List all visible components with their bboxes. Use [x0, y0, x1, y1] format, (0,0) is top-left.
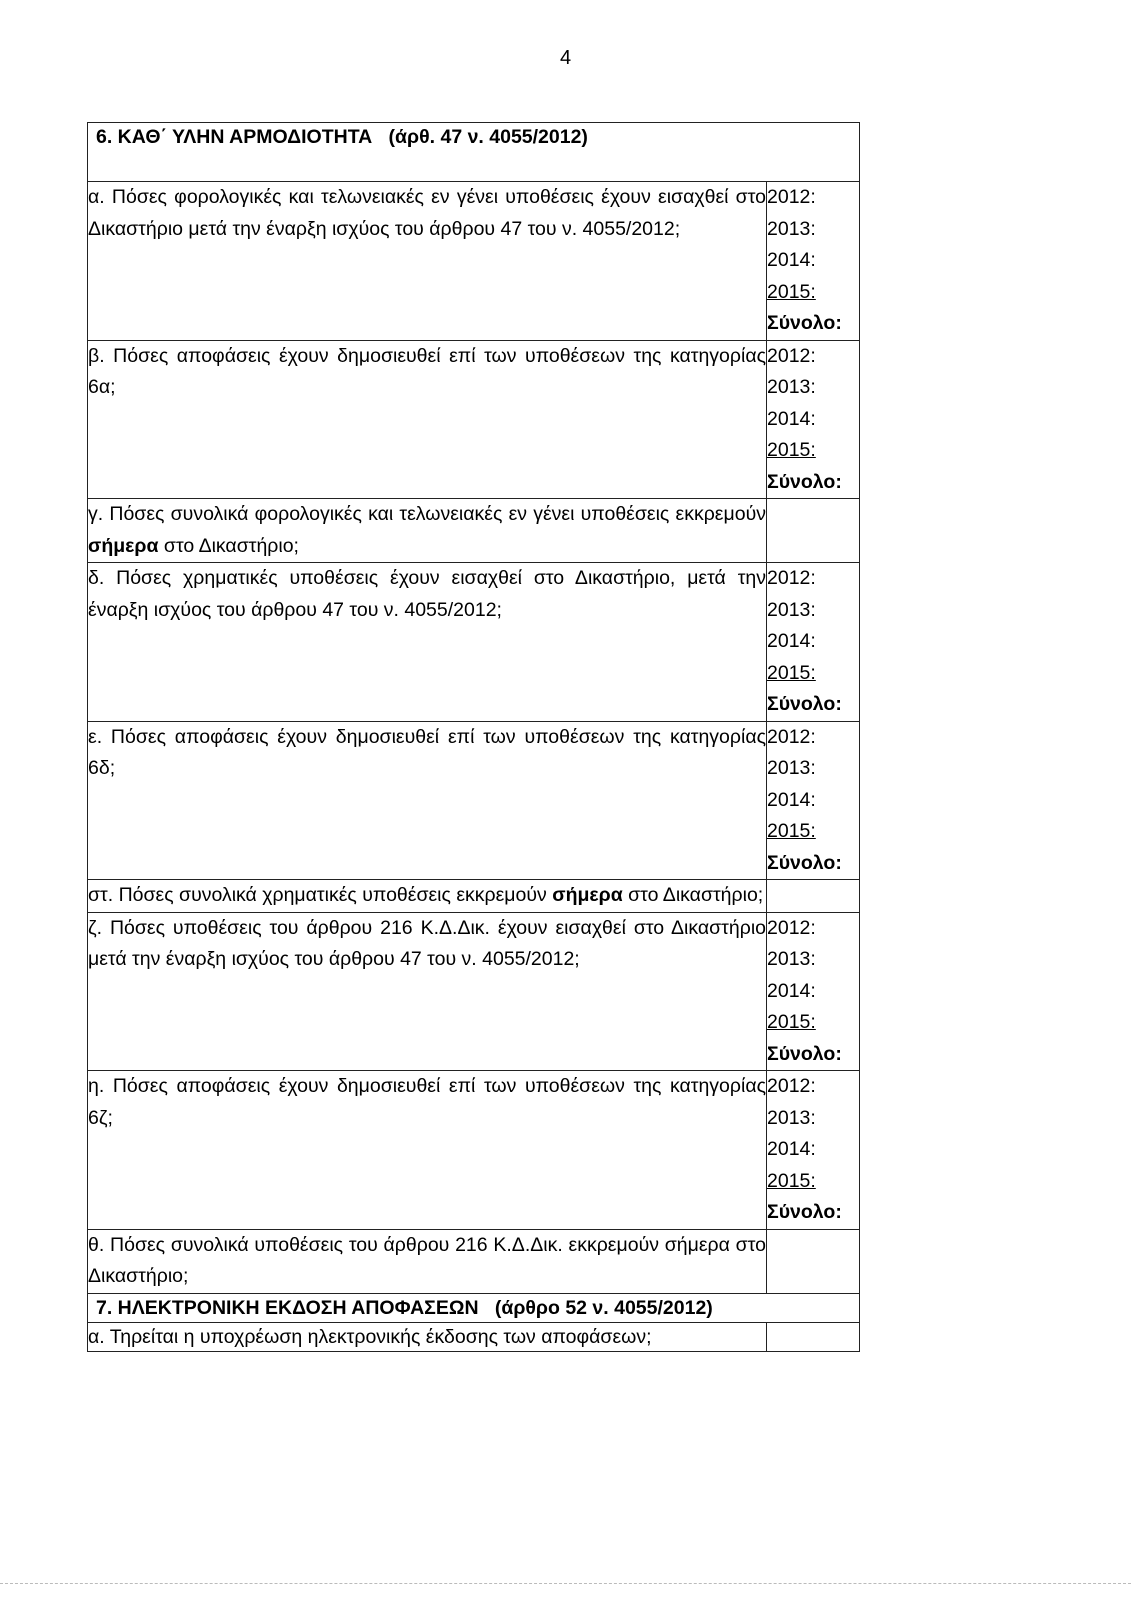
- year-2013-label: 2013:: [767, 1106, 816, 1129]
- section-7-header: [88, 1293, 860, 1322]
- answer-cell-h[interactable]: [767, 1071, 860, 1230]
- year-2013-label: 2013:: [767, 376, 816, 398]
- year-2015-label: 2015:: [767, 280, 816, 303]
- year-2012-label: 2012:: [767, 344, 816, 367]
- year-2013-label: 2013:: [767, 217, 816, 240]
- year-2014-label: 2014:: [767, 1138, 816, 1160]
- section-7-title: 7. ΗΛΕΚΤΡΟΝΙΚΗ ΕΚΔΟΣΗ ΑΠΟΦΑΣΕΩΝ: [96, 1296, 479, 1319]
- year-2014-label: 2014:: [767, 407, 816, 430]
- year-2015-label: 2015:: [767, 661, 816, 684]
- question-e: ε. Πόσες αποφάσεις έχουν δημοσιευθεί επί των υποθέσεων της κατηγορίας 6δ;: [88, 721, 767, 880]
- question-b: β. Πόσες αποφάσεις έχουν δημοσιευθεί επί των υποθέσεων της κατηγορίας 6α;: [88, 340, 767, 499]
- question-st-text: στ. Πόσες συνολικά χρηματικές υποθέσεις εκκρεμούν: [88, 884, 553, 906]
- section-7-question-a: α. Τηρείται η υποχρέωση ηλεκτρονικής έκδοσης των αποφάσεων;: [88, 1322, 767, 1351]
- year-2012-label: 2012:: [767, 1075, 816, 1097]
- question-row-c: [88, 499, 860, 563]
- question-row-z: [88, 912, 860, 1071]
- year-2012-label: 2012:: [767, 567, 816, 589]
- question-st-text-end: στο Δικαστήριο;: [622, 884, 764, 906]
- section-6-header-row: [88, 123, 860, 182]
- year-2013-label: 2013:: [767, 948, 816, 970]
- answer-cell-st[interactable]: [767, 880, 860, 913]
- question-st-emphasis: σήμερα: [552, 884, 623, 906]
- total-label: Σύνολο:: [767, 1042, 842, 1065]
- question-row-h: [88, 1071, 860, 1230]
- page-number: 4: [559, 47, 572, 69]
- year-2014-label: 2014:: [767, 979, 816, 1002]
- question-row-st: [88, 880, 860, 913]
- year-2015-label: 2015:: [767, 820, 816, 842]
- scan-edge-line: [0, 1583, 1131, 1584]
- answer-cell-z[interactable]: [767, 912, 860, 1071]
- total-label: Σύνολο:: [767, 1201, 842, 1223]
- total-label: Σύνολο:: [767, 851, 842, 874]
- section-7-answer-cell-a[interactable]: [767, 1322, 860, 1351]
- question-st: [88, 880, 767, 913]
- section-7-ref: (άρθρο 52 ν. 4055/2012): [494, 1296, 713, 1319]
- year-2014-label: 2014:: [767, 788, 816, 811]
- question-row-a: [88, 182, 860, 341]
- question-a: α. Πόσες φορολογικές και τελωνειακές εν γένει υποθέσεις έχουν εισαχθεί στο Δικαστήριο μετά την έναρξη ισχύος του άρθρου 47 του ν. 4055/2012;: [88, 182, 767, 341]
- section-7-header-row: [88, 1293, 860, 1322]
- question-row-th: [88, 1229, 860, 1293]
- year-2015-label: 2015:: [767, 1169, 816, 1192]
- answer-cell-d[interactable]: [767, 563, 860, 722]
- total-label: Σύνολο:: [767, 693, 842, 715]
- question-c-emphasis: σήμερα: [88, 534, 159, 557]
- question-z: ζ. Πόσες υποθέσεις του άρθρου 216 Κ.Δ.Δικ. έχουν εισαχθεί στο Δικαστήριο μετά την έναρξη ισχύος του άρθρου 47 του ν. 4055/2012;: [88, 912, 767, 1071]
- answer-cell-c[interactable]: [767, 499, 860, 563]
- answer-cell-th[interactable]: [767, 1229, 860, 1293]
- section-6-ref: (άρθ. 47 ν. 4055/2012): [388, 126, 588, 148]
- question-h: η. Πόσες αποφάσεις έχουν δημοσιευθεί επί των υποθέσεων της κατηγορίας 6ζ;: [88, 1071, 767, 1230]
- section-6-title: 6. ΚΑΘ΄ ΥΛΗΝ ΑΡΜΟΔΙΟΤΗΤΑ: [96, 126, 373, 148]
- answer-cell-e[interactable]: [767, 721, 860, 880]
- question-row-e: [88, 721, 860, 880]
- year-2013-label: 2013:: [767, 598, 816, 621]
- year-2014-label: 2014:: [767, 249, 816, 271]
- question-row-d: [88, 563, 860, 722]
- total-label: Σύνολο:: [767, 470, 842, 493]
- question-row-b: [88, 340, 860, 499]
- question-c-text: γ. Πόσες συνολικά φορολογικές και τελωνειακές εν γένει υποθέσεις εκκρεμούν: [88, 503, 766, 525]
- total-label: Σύνολο:: [767, 312, 842, 334]
- answer-cell-a[interactable]: [767, 182, 860, 341]
- question-c: [88, 499, 767, 563]
- year-2014-label: 2014:: [767, 630, 816, 652]
- question-c-text-end: στο Δικαστήριο;: [158, 534, 299, 557]
- answer-cell-b[interactable]: [767, 340, 860, 499]
- year-2012-label: 2012:: [767, 916, 816, 939]
- year-2015-label: 2015:: [767, 1011, 816, 1033]
- questionnaire-table: [87, 122, 860, 1352]
- section-6-header: [88, 123, 860, 182]
- year-2012-label: 2012:: [767, 725, 816, 748]
- question-th: θ. Πόσες συνολικά υποθέσεις του άρθρου 216 Κ.Δ.Δικ. εκκρεμούν σήμερα στο Δικαστήριο;: [88, 1229, 767, 1293]
- year-2013-label: 2013:: [767, 757, 816, 779]
- year-2012-label: 2012:: [767, 186, 816, 208]
- section-7-question-row-a: [88, 1322, 860, 1351]
- question-d: δ. Πόσες χρηματικές υποθέσεις έχουν εισαχθεί στο Δικαστήριο, μετά την έναρξη ισχύος του άρθρου 47 του ν. 4055/2012;: [88, 563, 767, 722]
- year-2015-label: 2015:: [767, 439, 816, 461]
